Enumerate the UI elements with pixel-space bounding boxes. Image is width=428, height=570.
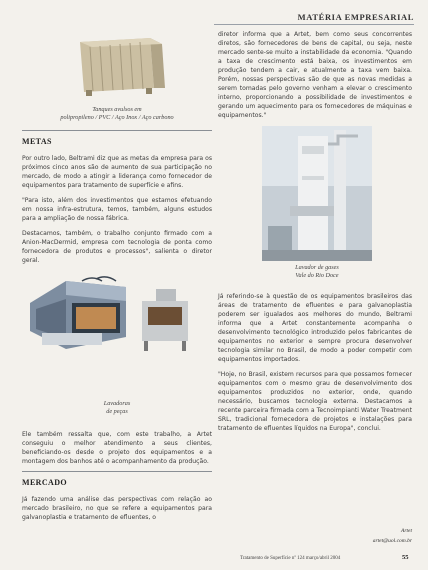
tanks-photo <box>22 30 212 100</box>
right-paragraph-1: diretor informa que a Artet, bem como seus concorrentes diretos, são fornecedores de bens de capital, ou seja, neste mercado sente-se muito a instabilidade da economia. "Quando a taxa de crescimento está baixa, os investimentos em produção tendem a cair, e atualmente a taxa vem baixa. Porém, nossas perspectivas são de que as novas medidas a serem tomadas pelo governo venham a elevar o crescimento interno, proporcionando a possibilidade de investimentos e gerando um aquecimento para os fornecedores de máquinas e equipamentos." <box>218 31 412 119</box>
mercado-block <box>22 467 212 528</box>
left-column <box>22 30 212 521</box>
footer-journal: Tratamento de Superfície nº 124 março/abril 2004 <box>240 556 341 561</box>
metas-paragraph-3: Destacamos, também, o trabalho conjunto firmado com a Anion-MacDermid, empresa com tecnologia de ponta como fornecedora de produtos e processos", salienta o diretor geral. <box>22 230 212 264</box>
washers-photo <box>22 273 212 359</box>
page-number: 55 <box>402 554 409 561</box>
metas-paragraph-2: "Para isto, além dos investimentos que estamos efetuando em nossa infra-estrutura, temos, também, alguns estudos para a ampliação de nossa fábrica. <box>22 197 212 222</box>
signature-name: Artet <box>401 528 412 534</box>
metas-paragraph-1: Por outro lado, Beltrami diz que as metas da empresa para os próximos cinco anos são de aumento de sua participação no mercado, de modo a atingir a liderança como fornecedor de equipamentos para tratamento de superfície e afins. <box>22 155 212 189</box>
washers-caption <box>82 400 152 416</box>
mercado-paragraph-1: Já fazendo uma análise das perspectivas com relação ao mercado brasileiro, no que se refere a equipamentos para galvanoplastia e tratamento de efluentes, o <box>22 496 212 521</box>
gas-washer-caption <box>262 264 372 280</box>
tanks-caption <box>22 106 212 122</box>
divider <box>22 471 212 472</box>
right-paragraph-2: Já referindo-se à questão de os equipamentos brasileiros das áreas de tratamento de efluentes e para galvanoplastia poderem ser igualados aos melhores do mundo, Beltrami informa que a Artet constantemente acompanha o desenvolvimento tecnológico introduzido pelos fabricantes de equipamentos no exterior e sempre procura desenvolver tecnologia similar no Brasil, de modo a poder competir com equipamentos importados. <box>218 293 412 363</box>
signature-email[interactable]: artet@uol.com.br <box>372 538 412 544</box>
right-column <box>218 30 412 439</box>
tanks-caption-line: polipropileno / PVC / Aço Inox / Aço carbono <box>60 114 174 121</box>
gas-washer-caption-line: Lavador de gases <box>295 264 339 271</box>
gas-washer-photo <box>262 126 372 261</box>
tanks-caption-line: Tanques avulsos em <box>92 106 142 113</box>
mercado-heading: MERCADO <box>22 478 68 487</box>
right-paragraph-3: "Hoje, no Brasil, existem recursos para que possamos fornecer equipamentos com o mesmo grau de desenvolvimento dos equipamentos produzidos no exterior, onde, quando necessário, buscamos tecnologia externa. Destacamos a recente parceira firmada com a Tecnoimpianti Water Treatment SRL, tradicional fornecedora de projetos e instalações para tratamento de efluentes líquidos na Europa", conclui. <box>218 371 412 432</box>
metas-heading: METAS <box>22 137 52 146</box>
gas-washer-caption-line: Vale do Rio Doce <box>295 272 339 279</box>
washers-caption-line: Lavadoras <box>103 400 131 407</box>
section-title: MATÉRIA EMPRESARIAL <box>297 12 414 22</box>
after-caption-paragraph: Ele também ressalta que, com este trabalho, a Artet conseguiu o melhor atendimento a seus clientes, beneficiando-os desde o projeto dos equipamentos e a montagem dos banhos até o acompanhamento da produção. <box>22 431 212 465</box>
divider <box>22 130 212 131</box>
washers-caption-line: de peças <box>106 408 128 415</box>
